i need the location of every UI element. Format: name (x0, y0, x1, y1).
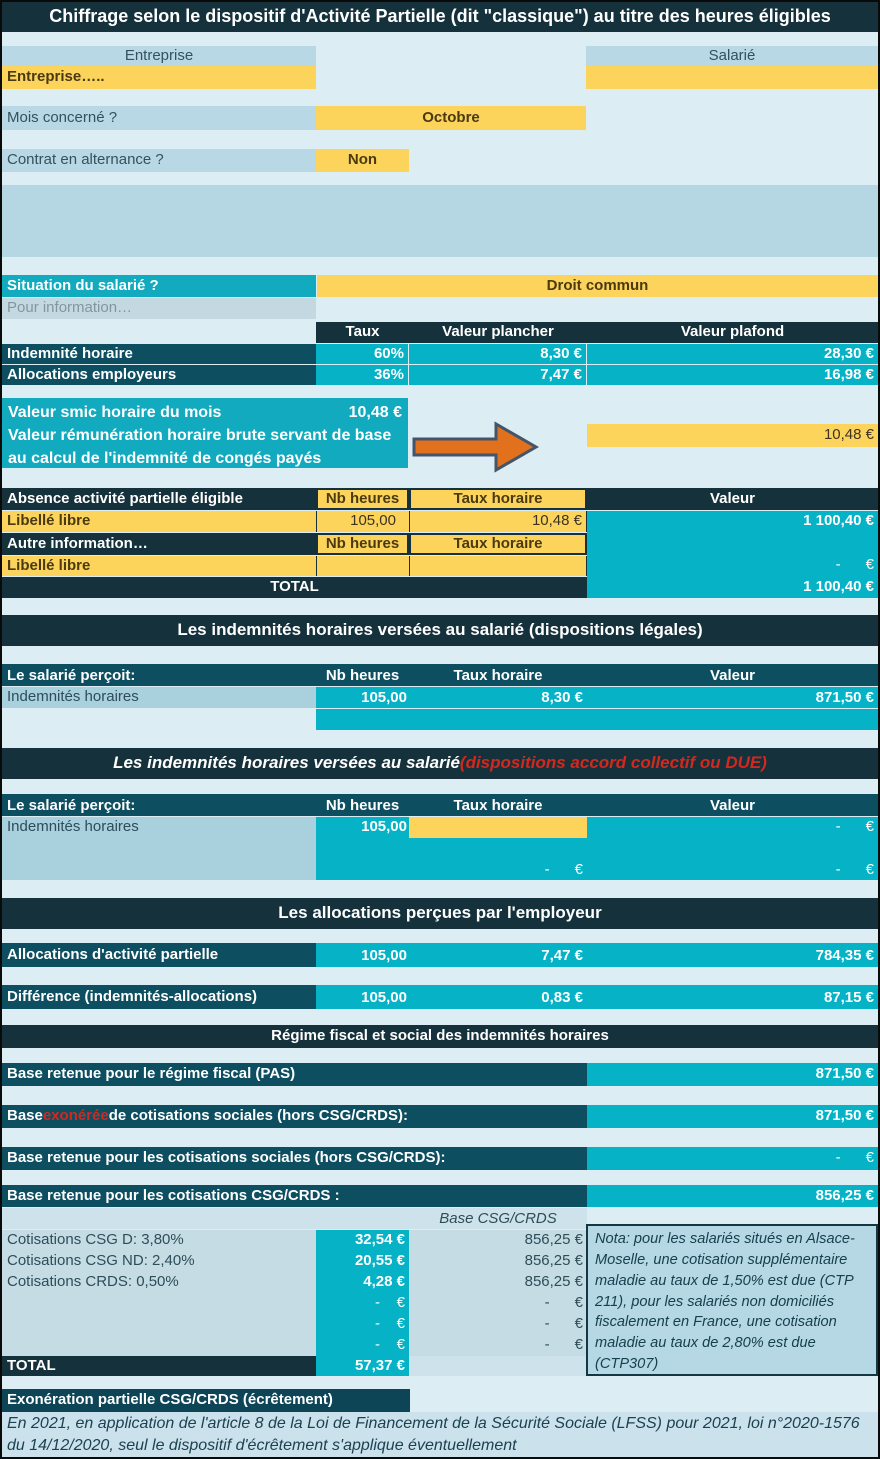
legales-head-label: Le salarié perçoit: (7, 666, 136, 684)
legales-taux: 8,30 € (541, 689, 583, 706)
absence-total-label: TOTAL (2, 577, 587, 598)
base-exoneree-value: 871,50 € (587, 1105, 878, 1128)
smic-line2-label: Valeur rémunération horaire brute servant de base au calcul de l'indemnité de congés payés (8, 427, 392, 468)
nota-alsace-moselle: Nota: pour les salariés situés en Alsace-Moselle, une cotisation supplémentaire maladie au taux de 1,50% est due (CTP 211), pour les salariés non domiciliés fiscalement en France, une cotisation maladie au taux de 2,80% est due (CTP307) (586, 1224, 878, 1376)
csg-total-label: TOTAL (2, 1356, 316, 1376)
csg-row-base: - € (409, 1293, 587, 1314)
allocations-plancher: 7,47 € (409, 365, 586, 385)
difference-label: Différence (indemnités-allocations) (2, 985, 316, 1009)
alloc-nb: 105,00 (361, 946, 407, 964)
csg-row-label (2, 1293, 316, 1314)
allocations-taux: 36% (316, 365, 408, 385)
accord-col-valeur: Valeur (709, 796, 756, 814)
banner-allocations-employeur: Les allocations perçues par l'employeur (2, 898, 878, 929)
arrow-right-icon (410, 420, 540, 474)
absence-col-valeur: Valeur (587, 488, 878, 510)
base-csg-value: 856,25 € (587, 1185, 878, 1207)
smic-line1-value: 10,48 € (348, 404, 402, 421)
base-csg-crds-header: Base CSG/CRDS (439, 1210, 557, 1227)
page-title: Chiffrage selon le dispositif d'Activité Partielle (dit "classique") au titre des heures éligibles (2, 2, 878, 32)
accord-dash-row (316, 859, 878, 880)
absence-col-taux-horaire: Taux horaire (409, 488, 587, 510)
difference-values (316, 985, 878, 1009)
csg-row-base: 856,25 € (409, 1251, 587, 1272)
base-sociale-value: - € (587, 1147, 878, 1170)
bareme-col-plancher: Valeur plancher (409, 322, 587, 343)
diff-nb: 105,00 (361, 988, 407, 1006)
allocations-employeurs-label: Allocations employeurs (2, 365, 316, 385)
allocations-plafond: 16,98 € (587, 365, 878, 385)
accord-empty-label-cell-2 (2, 859, 316, 880)
absence-libelle-input[interactable]: Libellé libre (2, 511, 316, 532)
banner-indemnites-legales: Les indemnités horaires versées au salarié (dispositions légales) (2, 615, 878, 646)
alloc-valeur: 784,35 € (815, 946, 874, 964)
absence-title: Absence activité partielle éligible (2, 488, 316, 510)
mois-label: Mois concerné ? (2, 106, 316, 130)
bareme-col-plafond: Valeur plafond (587, 322, 878, 343)
remuneration-horaire-input[interactable]: 10,48 € (587, 424, 878, 447)
csg-row-montant: 32,54 € (316, 1230, 409, 1251)
entreprise-name-input[interactable]: Entreprise….. (2, 66, 316, 89)
banner-accord-main: Les indemnités horaires versées au salarié (113, 753, 460, 773)
base-fiscal-label: Base retenue pour le régime fiscal (PAS) (2, 1063, 587, 1086)
diff-taux: 0,83 € (541, 988, 583, 1006)
ecretement-note: En 2021, en application de l'article 8 de la Loi de Financement de la Sécurité Sociale (LFSS) pour 2021, loi n°2020-1576 du 14/12/2020, seul le dispositif d'écrêtement s'applique éventuellement (2, 1412, 878, 1457)
absence-valeur-1: 1 100,40 € (803, 512, 874, 530)
accord-row3-taux: - € (544, 861, 583, 878)
csg-total-value: 57,37 € (316, 1356, 409, 1376)
csg-row-base: 856,25 € (409, 1230, 587, 1251)
csg-row-montant: 20,55 € (316, 1251, 409, 1272)
legales-header-row (2, 664, 878, 686)
legales-row-label: Indemnités horaires (2, 687, 316, 708)
legales-nb: 105,00 (361, 689, 407, 706)
legales-col-valeur: Valeur (709, 666, 756, 684)
legales-empty-band (316, 709, 878, 730)
alloc-ap-label: Allocations d'activité partielle (2, 943, 316, 967)
accord-col-taux: Taux horaire (453, 796, 543, 814)
csg-row-base: 856,25 € (409, 1272, 587, 1293)
base-exoneree-label (2, 1105, 587, 1128)
ecretement-title: Exonération partielle CSG/CRDS (écrêtement) (2, 1389, 410, 1412)
absence-total-value: 1 100,40 € (803, 578, 874, 596)
csg-row-label: Cotisations CSG ND: 2,40% (2, 1251, 316, 1272)
alternance-label: Contrat en alternance ? (2, 149, 316, 172)
alloc-ap-values (316, 943, 878, 967)
csg-row-montant: - € (316, 1314, 409, 1335)
absence-taux-horaire-input[interactable]: 10,48 € (409, 511, 587, 532)
smic-line1-label: Valeur smic horaire du mois (8, 404, 222, 421)
csg-row-base: - € (409, 1314, 587, 1335)
csg-row-label: Cotisations CSG D: 3,80% (2, 1230, 316, 1251)
indemnite-plancher: 8,30 € (409, 344, 586, 364)
situation-label: Situation du salarié ? (2, 275, 316, 297)
autre-col-nb-heures: Nb heures (316, 533, 409, 555)
bareme-col-taux: Taux (316, 322, 409, 343)
absence-valeur-2: - € (835, 555, 874, 573)
base-exo-post: de cotisations sociales (hors CSG/CRDS): (108, 1107, 408, 1125)
csg-row-label: Cotisations CRDS: 0,50% (2, 1272, 316, 1293)
smic-info-box (2, 398, 408, 468)
accord-nb: 105,00 (316, 817, 409, 838)
accord-row-label: Indemnités horaires (2, 817, 316, 838)
autre-nb-heures-input[interactable] (316, 556, 409, 576)
csg-total-filler (409, 1356, 587, 1376)
indemnite-plafond: 28,30 € (587, 344, 878, 364)
spacer-band (2, 185, 878, 257)
banner-indemnites-accord (2, 748, 878, 779)
absence-col-nb-heures: Nb heures (316, 488, 409, 510)
salarie-column-header: Salarié (586, 46, 878, 67)
csg-row-montant: 4,28 € (316, 1272, 409, 1293)
indemnite-horaire-label: Indemnité horaire (2, 344, 316, 364)
banner-regime-fiscal: Régime fiscal et social des indemnités horaires (2, 1025, 878, 1048)
csg-row-label (2, 1314, 316, 1335)
absence-valeur-block (587, 511, 878, 598)
accord-empty-label-cell (2, 838, 316, 859)
accord-taux-input[interactable] (409, 817, 587, 838)
base-exo-pre: Base (7, 1107, 43, 1125)
csg-row-montant: - € (316, 1293, 409, 1314)
autre-information-label: Autre information… (2, 533, 316, 555)
legales-row-values (316, 687, 878, 708)
base-csg-crds-header-row (2, 1208, 587, 1229)
accord-row3-valeur: - € (835, 861, 874, 878)
legales-valeur: 871,50 € (815, 689, 874, 706)
alloc-taux: 7,47 € (541, 946, 583, 964)
banner-accord-red: (dispositions accord collectif ou DUE) (459, 753, 767, 773)
entreprise-column-header: Entreprise (2, 46, 316, 67)
pour-information-label: Pour information… (2, 298, 316, 319)
accord-header-row (2, 794, 878, 816)
autre-col-taux-horaire: Taux horaire (409, 533, 587, 555)
absence-nb-heures-input[interactable]: 105,00 (316, 511, 409, 532)
accord-head-label: Le salarié perçoit: (7, 796, 136, 814)
indemnite-taux: 60% (316, 344, 408, 364)
accord-col-nb: Nb heures (325, 796, 400, 814)
csg-row-base: - € (409, 1335, 587, 1356)
accord-empty-band (316, 838, 878, 859)
legales-col-nb: Nb heures (325, 666, 400, 684)
csg-row-label (2, 1335, 316, 1356)
legales-col-taux: Taux horaire (453, 666, 543, 684)
csg-row-montant: - € (316, 1335, 409, 1356)
salarie-name-input[interactable] (586, 66, 878, 89)
base-sociale-label: Base retenue pour les cotisations sociales (hors CSG/CRDS): (2, 1147, 587, 1170)
diff-valeur: 87,15 € (823, 988, 874, 1006)
autre-taux-horaire-input[interactable] (409, 556, 587, 576)
accord-valeur: - € (587, 817, 878, 838)
alternance-select[interactable]: Non (316, 149, 409, 172)
base-fiscal-value: 871,50 € (587, 1063, 878, 1086)
base-csg-label: Base retenue pour les cotisations CSG/CRDS : (2, 1185, 587, 1207)
base-exo-red: exonérée (42, 1107, 109, 1125)
autre-libelle-input[interactable]: Libellé libre (2, 556, 316, 576)
situation-select[interactable]: Droit commun (317, 275, 878, 297)
mois-select[interactable]: Octobre (316, 106, 586, 130)
